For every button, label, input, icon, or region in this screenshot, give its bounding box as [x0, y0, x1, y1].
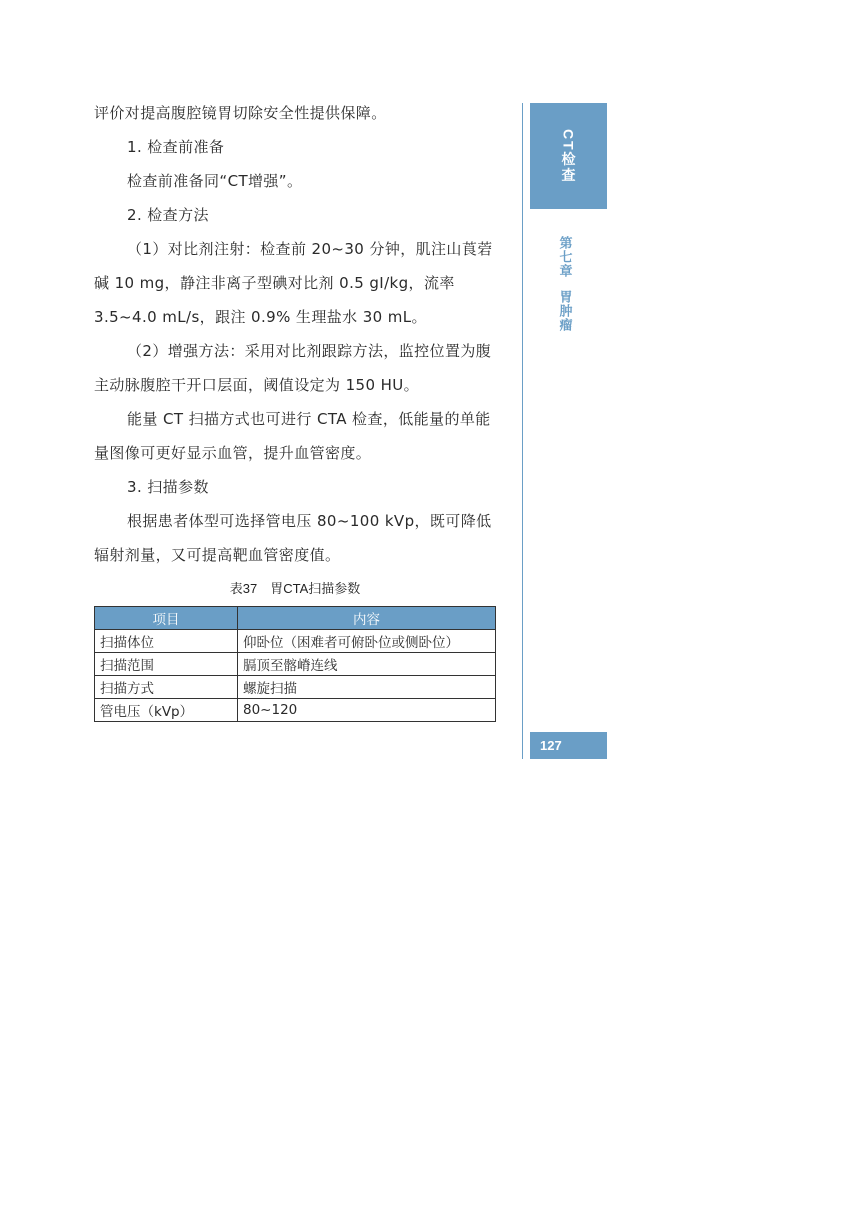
main-content [94, 96, 496, 722]
table-row [95, 630, 496, 653]
sidebar-divider [522, 103, 523, 759]
table-cell: 仰卧位（困难者可俯卧位或侧卧位） [238, 630, 496, 653]
section-tab [530, 103, 607, 209]
chapter-label [553, 236, 575, 332]
table-header-row [95, 607, 496, 630]
paragraph-enhancement-method: （2）增强方法：采用对比剂跟踪方法，监控位置为腹主动脉腹腔干开口层面，阈值设定为 150 HU。 [94, 342, 492, 394]
table-cell: 扫描范围 [95, 653, 238, 676]
table-cell: 扫描体位 [95, 630, 238, 653]
table-cell: 膈顶至髂嵴连线 [238, 653, 496, 676]
page-number: 127 [530, 732, 607, 759]
table-cell: 管电压（kVp） [95, 699, 238, 722]
table-row [95, 676, 496, 699]
table-row [95, 699, 496, 722]
table-row [95, 653, 496, 676]
table-cell: 80~120 [238, 699, 496, 722]
paragraph-continued: 评价对提高腹腔镜胃切除安全性提供保障。 [94, 104, 387, 122]
section-tab-label: CT检查 [560, 128, 577, 184]
paragraph-contrast-injection: （1）对比剂注射：检查前 20~30 分钟，肌注山莨菪碱 10 mg，静注非离子型碘对比剂 0.5 gI/kg，流率 3.5~4.0 mL/s，跟注 0.9% 生理盐水 30 mL。 [94, 240, 493, 326]
column-header-item: 项目 [95, 607, 238, 630]
table-cell: 螺旋扫描 [238, 676, 496, 699]
table-cell: 扫描方式 [95, 676, 238, 699]
paragraph-preparation: 检查前准备同“CT增强”。 [127, 172, 303, 190]
table-caption: 表37 胃CTA扫描参数 [229, 581, 361, 596]
scan-parameters-table [94, 606, 496, 722]
paragraph-scan-parameters: 根据患者体型可选择管电压 80~100 kVp，既可降低辐射剂量，又可提高靶血管密度值。 [94, 512, 492, 564]
heading-preparation: 1. 检查前准备 [127, 138, 225, 156]
chapter-topic: 胃肿瘤 [556, 290, 572, 332]
column-header-content: 内容 [238, 607, 496, 630]
heading-scan-parameters: 3. 扫描参数 [127, 478, 209, 496]
paragraph-energy-ct: 能量 CT 扫描方式也可进行 CTA 检查，低能量的单能量图像可更好显示血管，提升血管密度。 [94, 410, 491, 462]
chapter-number: 第七章 [556, 236, 572, 278]
heading-method: 2. 检查方法 [127, 206, 209, 224]
